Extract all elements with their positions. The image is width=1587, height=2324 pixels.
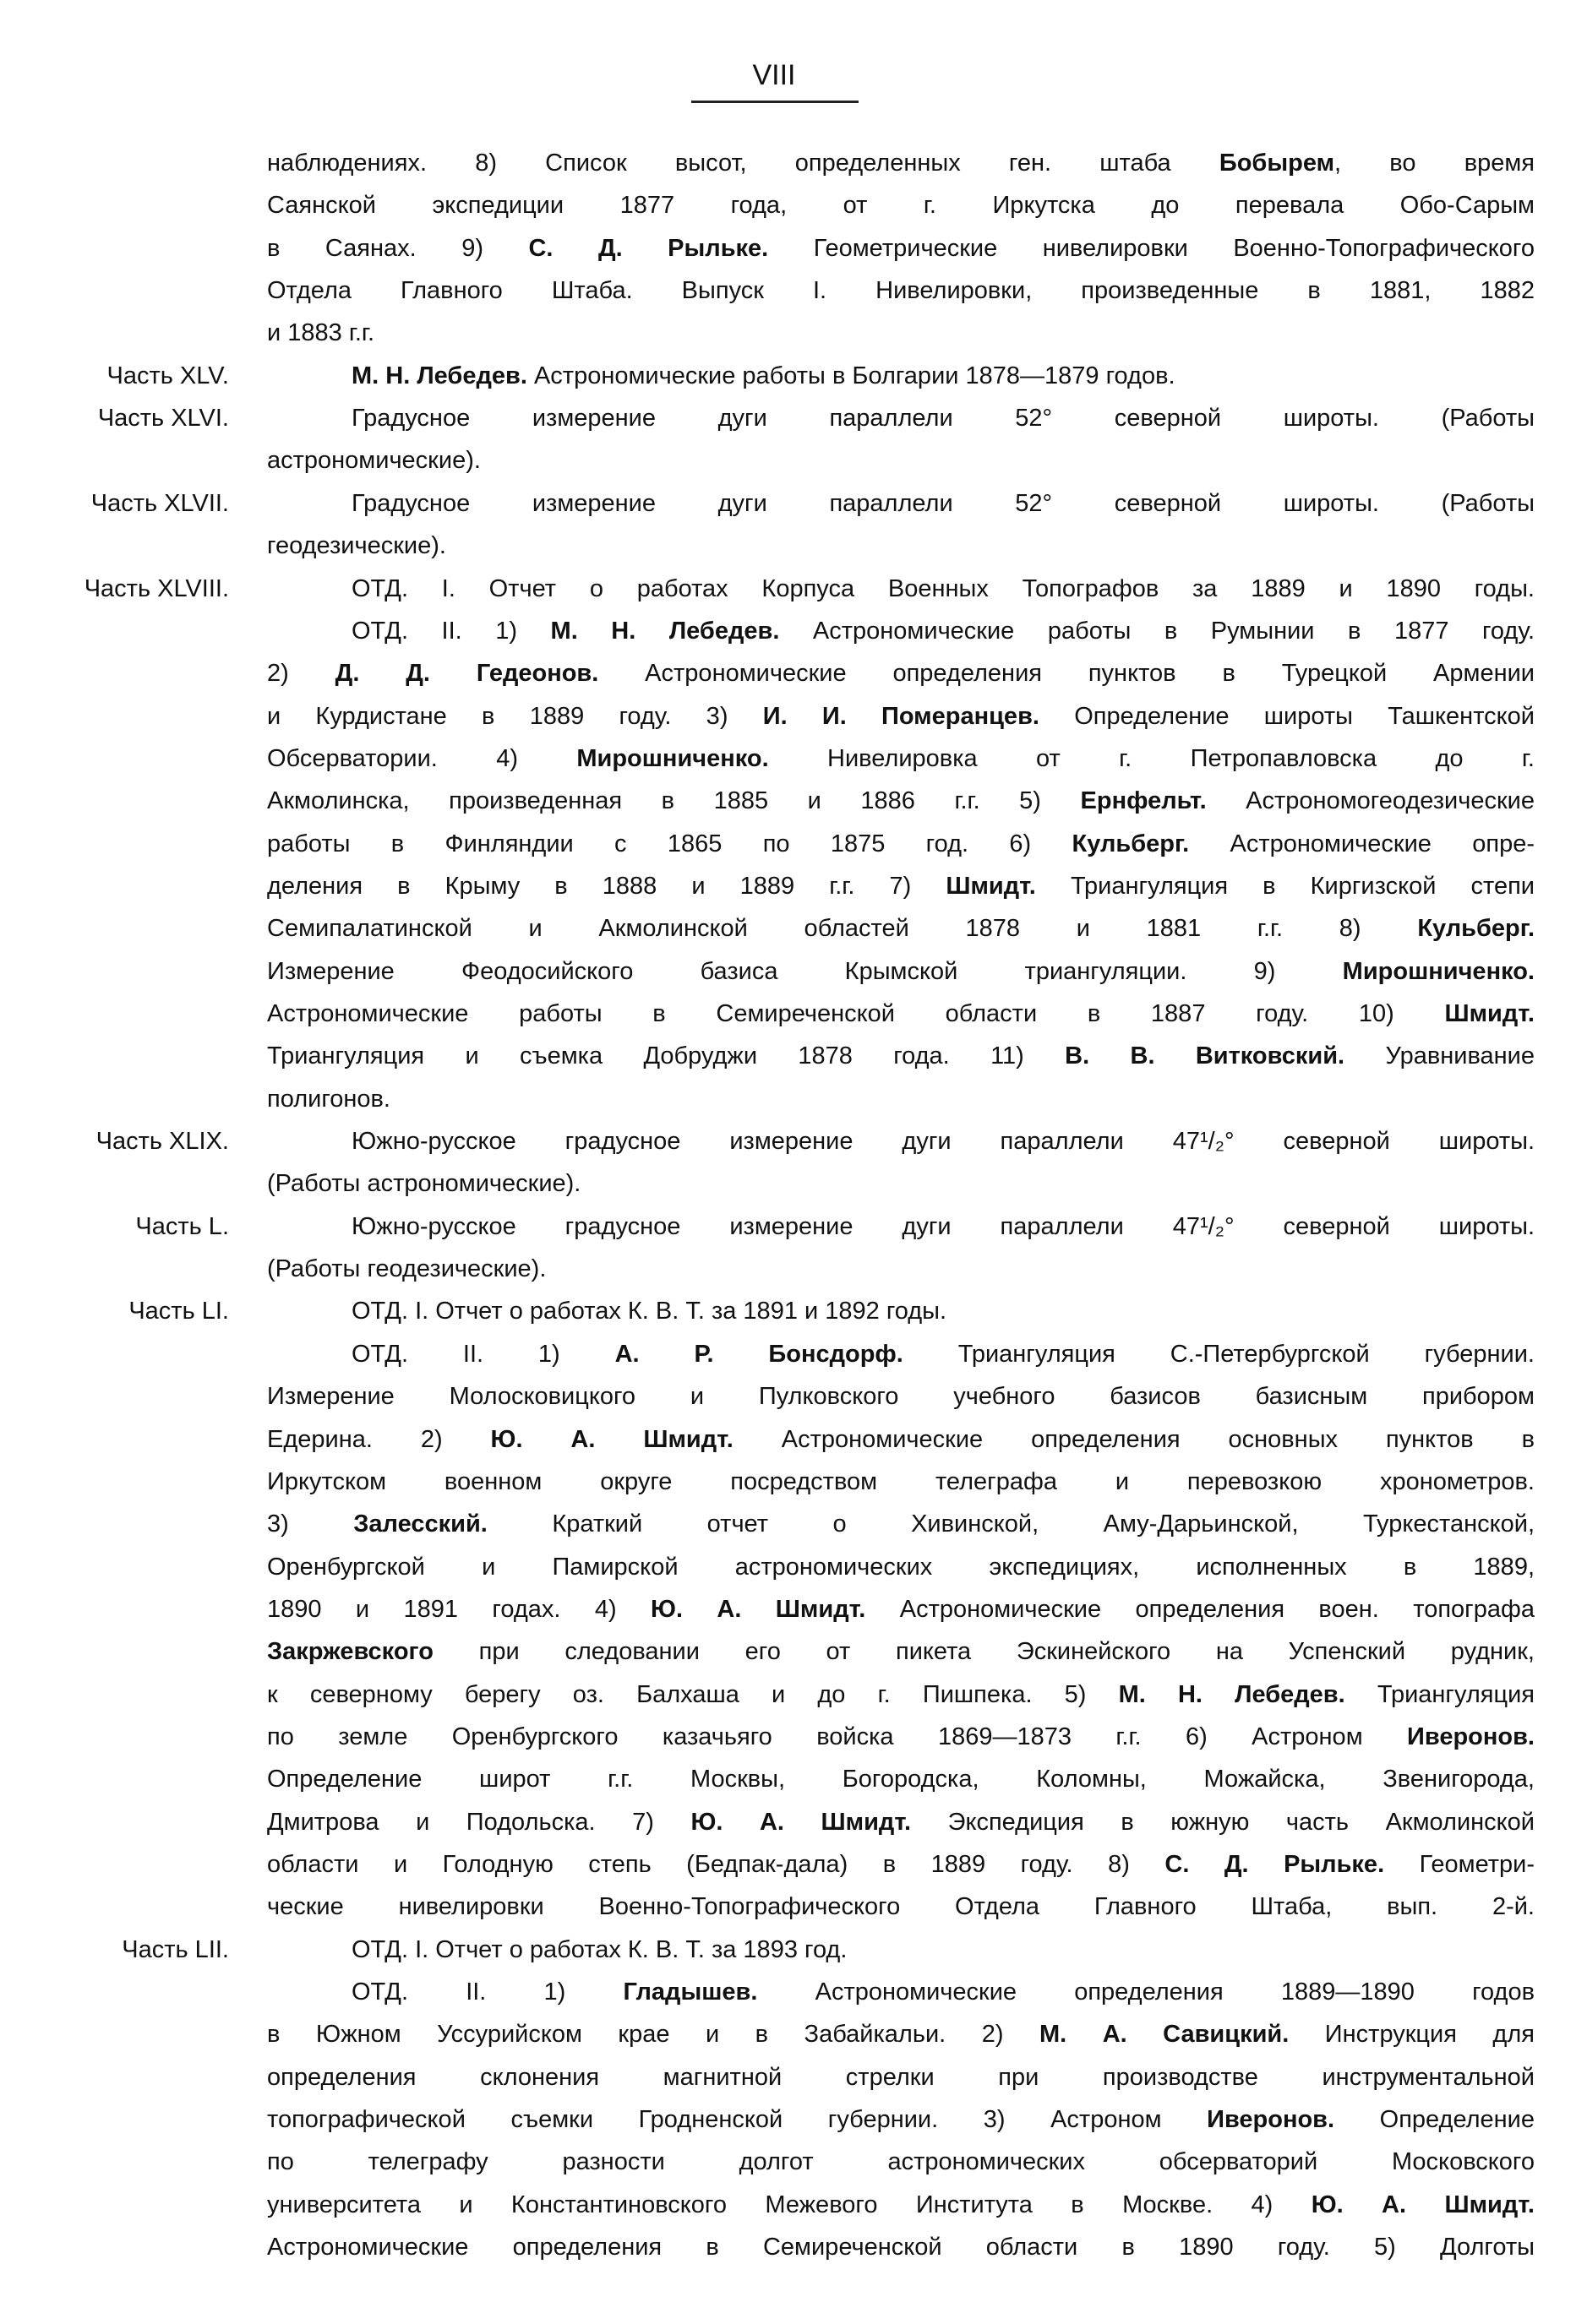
text-segment: по земле Оренбургского казачьяго войска 1869—1873 г.г. 6) Астроном: [267, 1723, 1408, 1750]
author-name: Ю. А. Шмидт.: [651, 1596, 866, 1623]
author-name: Кульберг.: [1417, 915, 1535, 942]
part-label: Часть LII.: [122, 1936, 229, 1963]
text-segment: по телеграфу разности долгот астрономических обсерваторий Московского: [267, 2148, 1535, 2175]
text-line: [267, 1035, 1535, 1077]
part-label: Часть XLVII.: [90, 490, 229, 517]
text-segment: определения склонения магнитной стрелки при производстве инструментальной: [267, 2064, 1535, 2091]
author-name: Гладышев.: [623, 1978, 758, 2006]
text-line: [267, 1588, 1535, 1630]
text-line: [267, 1716, 1535, 1758]
text-segment: Краткий отчет о Хивинской, Аму-Дарьинской, Туркестанской,: [487, 1510, 1535, 1538]
text-segment: Оренбургской и Памирской астрономических экспедициях, исполненных в 1889,: [267, 1554, 1535, 1581]
text-segment: геодезические).: [267, 532, 446, 559]
text-line: [267, 737, 1535, 780]
text-line: [267, 1248, 1535, 1290]
text-segment: Триангуляция в Киргизской степи: [1035, 873, 1535, 900]
text-line: [267, 1886, 1535, 1928]
text-segment: и 1883 г.г.: [267, 319, 375, 346]
page-number: VIII: [752, 59, 796, 91]
author-name: Кульберг.: [1072, 830, 1190, 857]
text-segment: и Курдистане в 1889 году. 3): [267, 703, 763, 730]
part-label: Часть XLVIII.: [84, 575, 229, 602]
text-segment: деления в Крыму в 1888 и 1889 г.г. 7): [267, 873, 946, 900]
text-line: [267, 1375, 1535, 1418]
author-name: Бобырем: [1219, 150, 1335, 177]
text-segment: Семипалатинской и Акмолинской областей 1878 и 1881 г.г. 8): [267, 915, 1418, 942]
header-rule: [691, 101, 859, 103]
text-segment: ОТД. II. 1): [352, 1978, 624, 2006]
text-line: [267, 2226, 1535, 2268]
text-segment: Едерина. 2): [267, 1426, 491, 1453]
text-segment: (Работы геодезические).: [267, 1255, 547, 1282]
text-line: [267, 865, 1535, 907]
text-segment: к северному берегу оз. Балхаша и до г. Пишпека. 5): [267, 1681, 1119, 1708]
text-segment: ческие нивелировки Военно-Топографического Отдела Главного Штаба, вып. 2-й.: [267, 1893, 1535, 1920]
text-segment: Астрономогеодезические: [1206, 787, 1535, 814]
text-line: [267, 439, 1535, 482]
author-name: В. В. Витковский.: [1065, 1042, 1345, 1069]
text-segment: Геометрические нивелировки Военно-Топографического: [768, 235, 1535, 262]
text-segment: Уравнивание: [1344, 1042, 1535, 1069]
text-segment: Астрономические определения пунктов в Турецкой Армении: [598, 660, 1535, 687]
text-segment: 1890 и 1891 годах. 4): [267, 1596, 652, 1623]
text-line: [267, 695, 1535, 737]
text-line: [267, 142, 1535, 184]
author-name: Шмидт.: [1444, 1000, 1535, 1027]
text-segment: , во время: [1334, 150, 1535, 177]
text-segment: топографической съемки Гродненской губернии. 3) Астроном: [267, 2106, 1208, 2133]
text-segment: ОТД. II. 1): [352, 618, 551, 645]
author-name: М. А. Савицкий.: [1039, 2021, 1290, 2048]
text-line: [267, 1801, 1535, 1843]
text-segment: 2): [267, 660, 335, 687]
text-line: [267, 1290, 1535, 1332]
text-line: [267, 482, 1535, 525]
text-line: [267, 1843, 1535, 1886]
text-line: [267, 1418, 1535, 1461]
text-segment: полигонов.: [267, 1086, 390, 1113]
text-segment: Астрономические работы в Румынии в 1877 году.: [779, 618, 1535, 645]
text-segment: Акмолинска, произведенная в 1885 и 1886 г.г. 5): [267, 787, 1081, 814]
text-line: [267, 652, 1535, 694]
text-segment: Определение широты Ташкентской: [1039, 703, 1535, 730]
text-line: [267, 355, 1535, 397]
author-name: М. Н. Лебедев.: [352, 362, 527, 389]
text-segment: Иркутском военном округе посредством телеграфа и перевозкою хронометров.: [267, 1468, 1535, 1495]
text-line: [267, 525, 1535, 567]
text-segment: Астрономические определения основных пунктов в: [733, 1426, 1535, 1453]
text-segment: Саянской экспедиции 1877 года, от г. Иркутска до перевала Обо-Сарым: [267, 192, 1535, 219]
part-label: Часть L.: [135, 1213, 229, 1240]
text-line: [267, 1674, 1535, 1716]
author-name: Ю. А. Шмидт.: [490, 1426, 734, 1453]
text-line: [267, 2184, 1535, 2226]
part-label: Часть LI.: [128, 1298, 229, 1325]
text-segment: Измерение Молосковицкого и Пулковского учебного базисов базисным прибором: [267, 1383, 1535, 1410]
text-segment: Нивелировка от г. Петропавловска до г.: [768, 745, 1535, 772]
text-segment: Дмитрова и Подольска. 7): [267, 1809, 691, 1836]
text-line: [267, 1120, 1535, 1162]
text-segment: Южно-русское градусное измерение дуги параллели 47¹/₂° северной широты.: [352, 1213, 1535, 1240]
text-line: [267, 1546, 1535, 1588]
text-line: [267, 1758, 1535, 1800]
text-segment: работы в Финляндии с 1865 по 1875 год. 6): [267, 830, 1072, 857]
text-segment: Геометри-: [1384, 1851, 1535, 1878]
text-line: [267, 1503, 1535, 1545]
text-segment: Определение широт г.г. Москвы, Богородска, Коломны, Можайска, Звенигорода,: [267, 1766, 1535, 1793]
text-line: [267, 269, 1535, 312]
text-segment: Южно-русское градусное измерение дуги параллели 47¹/₂° северной широты.: [352, 1128, 1535, 1155]
text-line: [267, 397, 1535, 439]
author-name: Мирошниченко.: [576, 745, 769, 772]
text-line: [267, 1078, 1535, 1120]
text-segment: в Саянах. 9): [267, 235, 529, 262]
text-segment: ОТД. I. Отчет о работах К. В. Т. за 1891 и 1892 годы.: [352, 1298, 947, 1325]
text-segment: (Работы астрономические).: [267, 1170, 581, 1197]
text-line: [267, 2098, 1535, 2141]
text-segment: ОТД. II. 1): [352, 1341, 615, 1368]
text-line: [267, 993, 1535, 1035]
author-name: А. Р. Бонсдорф.: [614, 1341, 903, 1368]
author-name: С. Д. Рыльке.: [1164, 1851, 1385, 1878]
author-name: Мирошниченко.: [1342, 958, 1535, 985]
text-line: [267, 907, 1535, 950]
text-segment: Экспедиция в южную часть Акмолинской: [911, 1809, 1535, 1836]
text-segment: Измерение Феодосийского базиса Крымской триангуляции. 9): [267, 958, 1343, 985]
text-line: [267, 2141, 1535, 2183]
author-name: Ю. А. Шмидт.: [1311, 2191, 1535, 2218]
author-name: И. И. Померанцев.: [762, 703, 1039, 730]
text-segment: Астрономические работы в Семиреченской области в 1887 году. 10): [267, 1000, 1445, 1027]
text-line: [267, 1971, 1535, 2013]
text-line: [267, 227, 1535, 269]
text-segment: Астрономические работы в Болгарии 1878—1879 годов.: [526, 362, 1175, 389]
text-segment: наблюдениях. 8) Список высот, определенных ген. штаба: [267, 150, 1219, 177]
text-line: [267, 823, 1535, 865]
text-line: [267, 1162, 1535, 1205]
author-name: Иверонов.: [1407, 1723, 1535, 1750]
part-label: Часть XLIX.: [95, 1128, 229, 1155]
text-line: [267, 780, 1535, 822]
part-label: Часть XLV.: [106, 362, 229, 389]
text-segment: Астрономические определения в Семиреченской области в 1890 году. 5) Долготы: [267, 2234, 1535, 2261]
text-segment: Триангуляция С.-Петербургской губернии.: [903, 1341, 1535, 1368]
text-segment: Определение: [1334, 2106, 1535, 2133]
author-name: Шмидт.: [946, 873, 1036, 900]
text-line: [267, 1333, 1535, 1375]
text-segment: в Южном Уссурийском крае и в Забайкальи. 2): [267, 2021, 1039, 2048]
author-name: Закржевского: [267, 1638, 434, 1665]
text-segment: астрономические).: [267, 447, 481, 474]
text-segment: 3): [267, 1510, 354, 1538]
author-name: Иверонов.: [1207, 2106, 1335, 2133]
text-segment: ОТД. I. Отчет о работах К. В. Т. за 1893 год.: [352, 1936, 848, 1963]
text-line: [267, 610, 1535, 652]
text-line: [267, 184, 1535, 226]
text-line: [267, 312, 1535, 354]
text-line: [267, 2013, 1535, 2055]
author-name: М. Н. Лебедев.: [550, 618, 780, 645]
text-segment: Отдела Главного Штаба. Выпуск I. Нивелировки, произведенные в 1881, 1882: [267, 277, 1535, 304]
text-segment: Обсерватории. 4): [267, 745, 577, 772]
author-name: Ю. А. Шмидт.: [690, 1809, 912, 1836]
text-line: [267, 1206, 1535, 1248]
text-line: [267, 950, 1535, 993]
text-segment: университета и Константиновского Межевого Института в Москве. 4): [267, 2191, 1312, 2218]
text-segment: Астрономические определения 1889—1890 годов: [757, 1978, 1535, 2006]
text-segment: ОТД. I. Отчет о работах Корпуса Военных Топографов за 1889 и 1890 годы.: [352, 575, 1535, 602]
text-line: [267, 1630, 1535, 1673]
author-name: М. Н. Лебедев.: [1118, 1681, 1345, 1708]
text-segment: Градусное измерение дуги параллели 52° северной широты. (Работы: [352, 405, 1535, 432]
text-segment: Астрономические определения воен. топографа: [865, 1596, 1535, 1623]
text-segment: при следовании его от пикета Эскинейского на Успенский рудник,: [433, 1638, 1535, 1665]
text-segment: Триангуляция и съемка Добруджи 1878 года. 11): [267, 1042, 1066, 1069]
text-segment: Инструкция для: [1289, 2021, 1535, 2048]
part-label: Часть XLVI.: [97, 405, 229, 432]
text-line: [267, 1461, 1535, 1503]
text-segment: области и Голодную степь (Бедпак-дала) в 1889 году. 8): [267, 1851, 1165, 1878]
text-line: [267, 1929, 1535, 1971]
author-name: Ернфельт.: [1080, 787, 1207, 814]
author-name: Д. Д. Гедеонов.: [335, 660, 599, 687]
author-name: С. Д. Рыльке.: [528, 235, 769, 262]
text-line: [267, 2056, 1535, 2098]
text-segment: Астрономические опре-: [1189, 830, 1535, 857]
text-line: [267, 568, 1535, 610]
author-name: Залесский.: [353, 1510, 488, 1538]
text-segment: Триангуляция: [1344, 1681, 1535, 1708]
text-segment: Градусное измерение дуги параллели 52° северной широты. (Работы: [352, 490, 1535, 517]
